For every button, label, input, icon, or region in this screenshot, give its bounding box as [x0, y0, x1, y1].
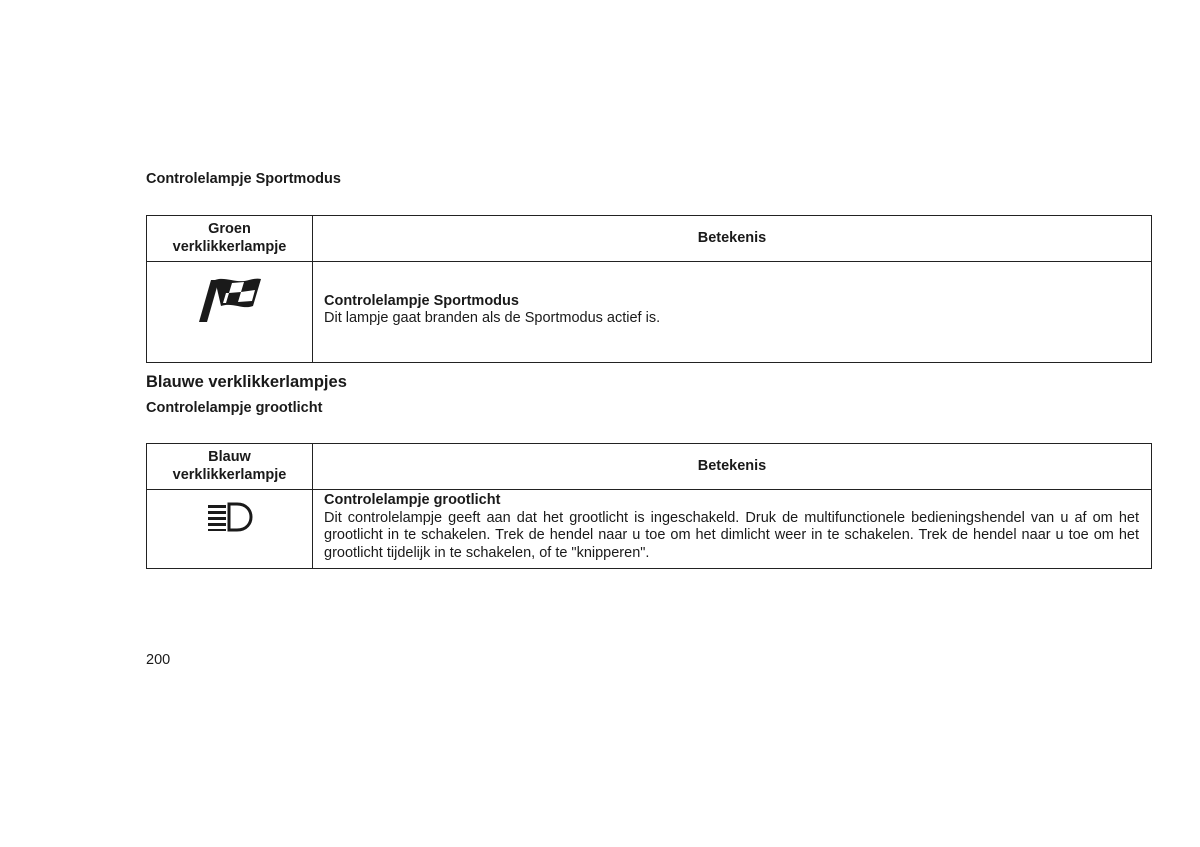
description-cell	[313, 490, 1152, 569]
section-heading-blue-lamps: Blauwe verklikkerlampjes	[146, 373, 347, 391]
icon-cell	[147, 490, 313, 569]
description-title: Controlelampje grootlicht	[324, 492, 501, 508]
sport-mode-table	[146, 215, 1152, 363]
subheading-sport-mode: Controlelampje Sportmodus	[146, 171, 341, 187]
description-title: Controlelampje Sportmodus	[324, 292, 519, 309]
icon-cell	[147, 262, 313, 363]
description-cell	[313, 262, 1152, 363]
header-meaning: Betekenis	[313, 444, 1152, 490]
table-row	[147, 262, 1152, 363]
table-header-row	[147, 444, 1152, 490]
high-beam-table	[146, 443, 1152, 569]
header-meaning: Betekenis	[313, 216, 1152, 262]
table-row	[147, 490, 1152, 569]
high-beam-icon	[207, 509, 253, 525]
sport-flag-icon	[197, 292, 263, 308]
description-text: Dit lampje gaat branden als de Sportmodus actief is.	[324, 310, 661, 326]
header-lamp: Groen verklikkerlampje	[147, 216, 313, 262]
page-number: 200	[146, 652, 171, 668]
header-lamp: Blauw verklikkerlampje	[147, 444, 313, 490]
description-text: Dit controlelampje geeft aan dat het grootlicht is ingeschakeld. Druk de multifunctionele bedieningshendel van u af om het grootlicht in te schakelen. Trek de hendel naar u toe om het dimlicht weer in te schakelen. Trek de hendel naar u toe om het grootlicht tijdelijk in te schakelen, of te "knipperen".	[324, 509, 1139, 561]
table-header-row	[147, 216, 1152, 262]
subheading-high-beam: Controlelampje grootlicht	[146, 400, 323, 416]
